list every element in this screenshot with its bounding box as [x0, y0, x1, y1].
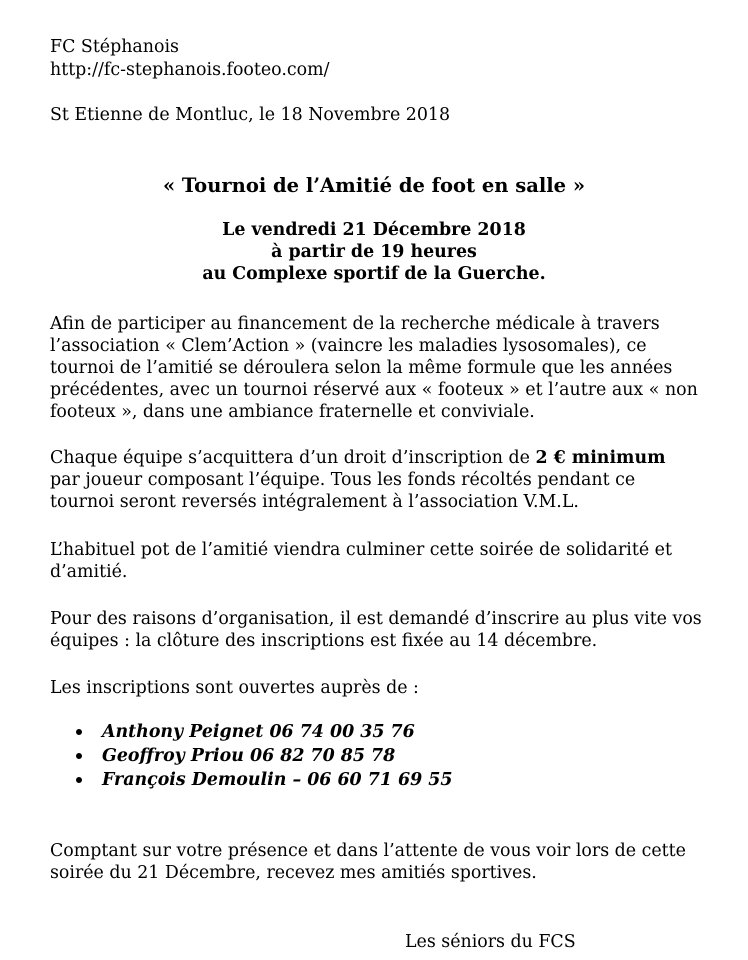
signature: Les séniors du FCS	[405, 932, 576, 952]
contact-entry: Geoffroy Priou 06 82 70 85 78	[102, 746, 396, 766]
paragraph-fee	[50, 447, 710, 513]
paragraph-line: Comptant sur votre présence et dans l’attente de vous voir lors de cette	[50, 841, 686, 861]
paragraph-line: Les inscriptions sont ouvertes auprès de :	[50, 678, 419, 698]
paragraph-deadline	[50, 608, 710, 652]
contact-entry: François Demoulin – 06 60 71 69 55	[102, 770, 453, 790]
paragraph-line: tournoi seront reversés intégralement à l’association V.M.L.	[50, 492, 579, 512]
fee-text: Chaque équipe s’acquittera d’un droit d’inscription de	[50, 448, 536, 468]
paragraph-line: soirée du 21 Décembre, recevez mes amitiés sportives.	[50, 863, 537, 883]
paragraph-purpose	[50, 313, 710, 423]
paragraph-line: par joueur composant l’équipe. Tous les fonds récoltés pendant ce	[50, 470, 636, 490]
paragraph-line: équipes : la clôture des inscriptions est fixée au 14 décembre.	[50, 631, 598, 651]
document-title: « Tournoi de l’Amitié de foot en salle »	[162, 174, 586, 197]
paragraph-line: tournoi de l’amitié se déroulera selon la même formule que les années	[50, 358, 673, 378]
paragraph-line: L’habituel pot de l’amitié viendra culminer cette soirée de solidarité et	[50, 540, 672, 560]
club-url: http://fc-stephanois.footeo.com/	[50, 60, 330, 80]
paragraph-line: Pour des raisons d’organisation, il est demandé d’inscrire au plus vite vos	[50, 609, 702, 629]
paragraph-reception	[50, 539, 710, 583]
event-venue: au Complexe sportif de la Guerche.	[202, 264, 546, 284]
club-name: FC Stéphanois	[50, 37, 179, 57]
paragraph-line: précédentes, avec un tournoi réservé aux « footeux » et l’autre aux « non	[50, 380, 698, 400]
paragraph-line	[50, 447, 710, 469]
bullet-icon	[76, 777, 82, 783]
paragraph-line: footeux », dans une ambiance fraternelle et conviviale.	[50, 402, 535, 422]
paragraph-closing	[50, 840, 710, 884]
event-details	[0, 219, 748, 285]
paragraph-line: l’association « Clem’Action » (vaincre les maladies lysosomales), ce	[50, 336, 647, 356]
paragraph-line: Afin de participer au financement de la recherche médicale à travers	[50, 314, 660, 334]
contact-entry: Anthony Peignet 06 74 00 35 76	[102, 722, 415, 742]
bullet-icon	[76, 729, 82, 735]
place-date: St Etienne de Montluc, le 18 Novembre 2018	[50, 105, 451, 125]
paragraph-line: d’amitié.	[50, 562, 128, 582]
paragraph-registration	[50, 677, 710, 699]
event-date: Le vendredi 21 Décembre 2018	[222, 220, 526, 240]
event-time: à partir de 19 heures	[271, 242, 477, 262]
bullet-icon	[76, 753, 82, 759]
fee-amount: 2 € minimum	[535, 448, 666, 468]
